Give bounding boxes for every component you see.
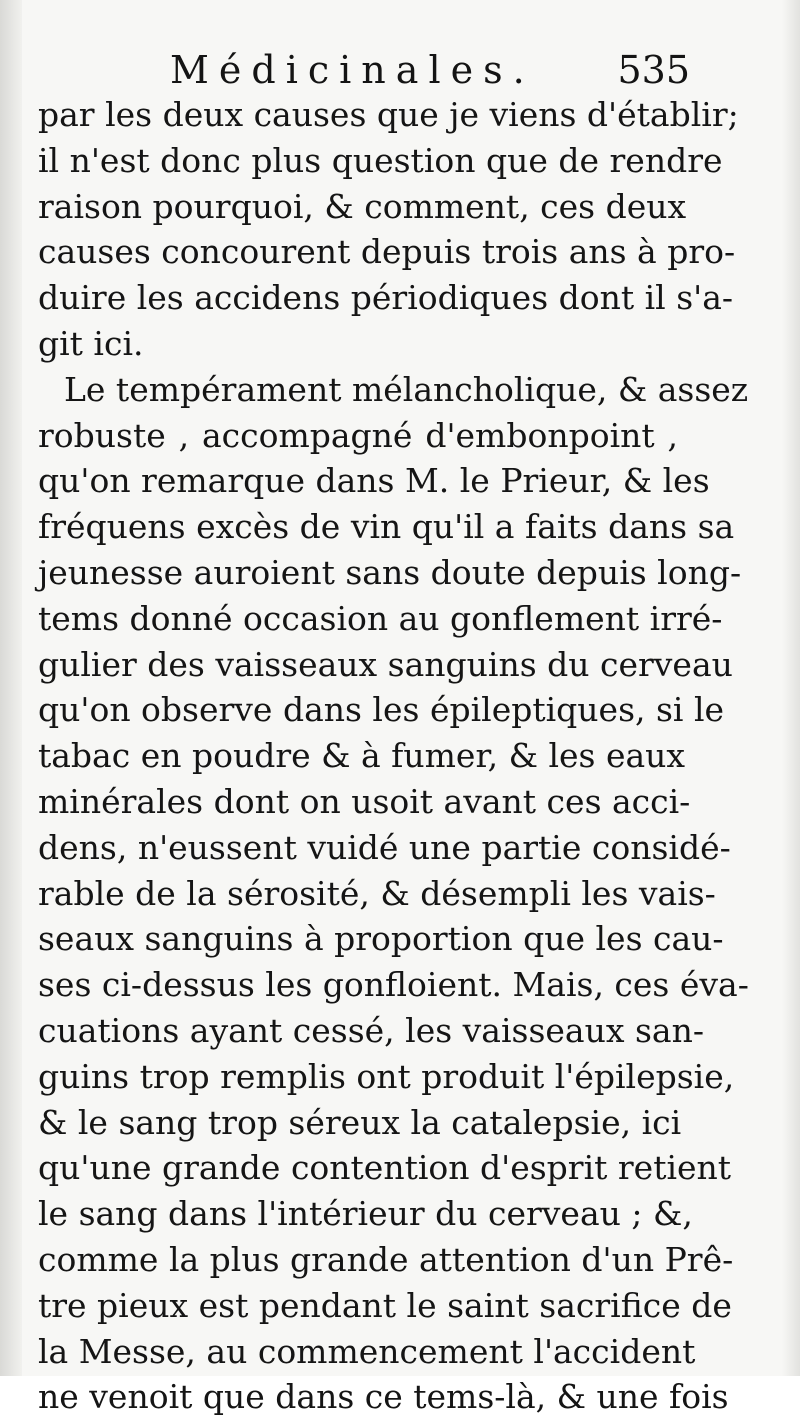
text-line: dens, n'eussent vuidé une partie considé-	[38, 827, 731, 867]
text-line: ne venoit que dans ce tems-là, & une fois	[38, 1377, 729, 1417]
text-line: par les deux causes que je viens d'établir;	[38, 95, 739, 134]
text-line: ses ci-dessus les gonfloient. Mais, ces éva-	[38, 965, 749, 1005]
text-line: qu'on observe dans les épileptiques, si le	[38, 690, 725, 730]
text-line: cuations ayant cessé, les vaisseaux san-	[38, 1010, 704, 1050]
text-line: la Messe, au commencement l'accident	[38, 1331, 696, 1371]
page-gutter-shadow	[0, 0, 22, 1376]
text-line: qu'on remarque dans M. le Prieur, & les	[38, 461, 710, 501]
page-edge-shadow	[782, 0, 800, 1376]
text-line: raison pourquoi, & comment, ces deux	[38, 186, 687, 226]
text-line: seaux sanguins à proportion que les cau-	[38, 919, 724, 959]
running-head	[30, 42, 690, 98]
body-text	[38, 92, 749, 1420]
text-line: minérales dont on usoit avant ces acci-	[38, 781, 691, 821]
text-line: tre pieux est pendant le saint sacrifice de	[38, 1285, 732, 1325]
text-line: Le tempérament mélancholique, & assez	[64, 369, 749, 409]
text-line: guins trop remplis ont produit l'épilepsie,	[38, 1056, 735, 1096]
text-line: git ici.	[38, 323, 144, 363]
running-head-title: Médicinales.	[170, 48, 535, 92]
text-line: duire les accidens périodiques dont il s'a-	[38, 278, 734, 318]
text-line: rable de la sérosité, & désempli les vais-	[38, 873, 716, 913]
text-line: fréquens excès de vin qu'il a faits dans sa	[38, 507, 735, 547]
text-line: il n'est donc plus question que de rendre	[38, 140, 723, 180]
text-line: causes concourent depuis trois ans à pro-	[38, 232, 736, 272]
page-number: 535	[617, 48, 690, 92]
text-line: comme la plus grande attention d'un Prê-	[38, 1239, 734, 1279]
text-line: & le sang trop séreux la catalepsie, ici	[38, 1102, 682, 1142]
text-line: tems donné occasion au gonflement irré-	[38, 598, 723, 638]
text-line: qu'une grande contention d'esprit retient	[38, 1148, 732, 1188]
text-line: le sang dans l'intérieur du cerveau ; &,	[38, 1194, 693, 1234]
text-line: gulier des vaisseaux sanguins du cerveau	[38, 644, 733, 684]
text-line: jeunesse auroient sans doute depuis long-	[38, 552, 742, 592]
text-line: tabac en poudre & à fumer, & les eaux	[38, 736, 686, 776]
text-line: robuste , accompagné d'embonpoint ,	[38, 415, 678, 455]
